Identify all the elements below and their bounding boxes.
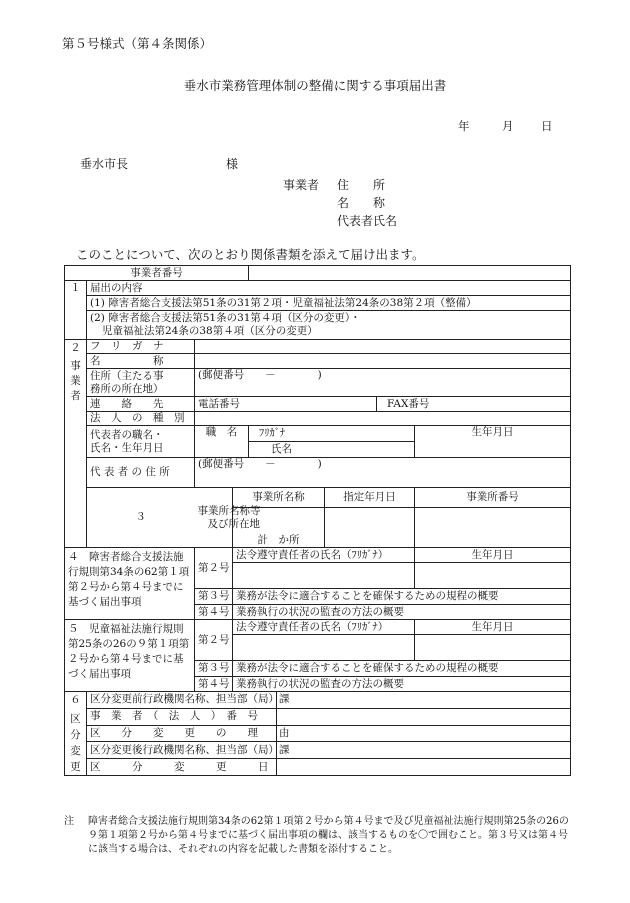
section-5-birthdate-value[interactable] <box>415 635 571 661</box>
representative-label <box>87 426 195 458</box>
section-6-row-1-value[interactable] <box>277 692 571 709</box>
section-3-label-line-1: 事業所名称等 <box>197 504 261 517</box>
document-title: 垂水市業務管理体制の整備に関する事項届出書 <box>183 78 447 93</box>
section-3-label-line-2: 及び所在地 <box>207 517 260 530</box>
section-6-row-3-label: 区 分 変 更 の 理 由 <box>87 725 277 742</box>
section-6-vertical-label: 区分変更 <box>70 713 81 773</box>
representative-address-label: 代 表 者 の 住 所 <box>87 458 195 488</box>
office-total-label: 計 か所 <box>257 534 300 546</box>
business-number-label: 事業者番号 <box>65 266 249 281</box>
section-6-row-4-label: 区分変更後行政機関名称、担当部（局）課 <box>87 742 277 759</box>
address-value[interactable] <box>195 369 571 397</box>
name-value[interactable] <box>195 354 571 369</box>
date-day-label: 日 <box>541 119 553 133</box>
representative-name-label: 氏名 <box>271 443 292 455</box>
section-5-birthdate[interactable]: 生年月日 <box>415 620 571 635</box>
section-6-number: ６ <box>70 694 81 706</box>
section-6-row-5-label: 区 分 変 更 日 <box>87 759 277 776</box>
section-3-number: ３ <box>87 488 195 548</box>
section-4-officer-value[interactable] <box>233 563 415 589</box>
representative-name-cell[interactable] <box>249 442 415 458</box>
section-5-audit-method[interactable]: 業務執行の状況の監査の方法の概要 <box>233 677 571 692</box>
applicant-name-label: 名 称 <box>337 196 386 210</box>
addressee: 垂水市長 <box>80 157 129 171</box>
address-label-line-1: 住所（主たる事 <box>90 369 164 382</box>
section-1-item-2-line-2: 児童福祉法第24条の38第４項（区分の変更） <box>102 325 318 337</box>
section-4-item-2[interactable]: 第２号 <box>195 548 233 589</box>
section-1-item-2[interactable] <box>87 311 571 340</box>
date-year-label: 年 <box>458 119 470 133</box>
section-6-row-2-label: 事 業 者 （ 法 人 ） 番 号 <box>87 708 277 725</box>
form-number: 第５号様式（第４条関係） <box>62 36 213 51</box>
section-5-item-3[interactable]: 第３号 <box>195 661 233 677</box>
section-1-spacer <box>65 296 87 311</box>
office-name-header: 事業所名称 <box>233 488 325 508</box>
date-month-label: 月 <box>502 119 514 133</box>
representative-furigana-cell[interactable] <box>249 426 415 442</box>
office-number-cell[interactable] <box>415 508 571 548</box>
contact-label: 連 絡 先 <box>87 397 195 412</box>
section-4-label: ４ 障害者総合支援法施行規則第34条の62第１項第２号から第４号までに基づく届出事項 <box>65 548 195 620</box>
birthdate-label: 生年月日 <box>471 426 514 438</box>
representative-address-value[interactable] <box>195 458 571 488</box>
footnote <box>64 815 574 857</box>
section-6-row-1-label: 区分変更前行政機関名称、担当部（局）課 <box>87 692 277 709</box>
fax-cell[interactable] <box>377 397 571 412</box>
section-1-item-1[interactable]: (1) 障害者総合支援法第51条の31第２項・児童福祉法第24条の38第２項（整備） <box>87 296 571 311</box>
footnote-label: 注 <box>64 816 74 827</box>
section-3-label <box>195 488 261 548</box>
representative-label-line-1: 代表者の職名・ <box>90 428 164 441</box>
applicant-label: 事業者 <box>283 178 320 192</box>
phone-label: 電話番号 <box>198 397 240 410</box>
section-4-item-3[interactable]: 第３号 <box>195 589 233 605</box>
section-4-rules-summary[interactable]: 業務が法令に適合することを確保するための規程の概要 <box>233 589 571 605</box>
section-6-row-4-value[interactable] <box>277 742 571 759</box>
section-4-compliance-officer[interactable]: 法令遵守責任者の氏名（ﾌﾘｶﾞﾅ） <box>233 548 415 563</box>
section-2-header <box>65 340 87 548</box>
section-4-birthdate-value[interactable] <box>415 563 571 589</box>
section-1-item-2-line-1: (2) 障害者総合支援法第51条の31第４項（区分の変更）・ <box>90 312 361 324</box>
fax-label: FAX番号 <box>387 397 430 410</box>
applicant-address-label: 住 所 <box>337 178 386 192</box>
business-number-boxes[interactable] <box>249 266 571 281</box>
section-2-vertical-label: 事業者 <box>70 360 81 402</box>
furigana-value[interactable] <box>195 340 571 354</box>
phone-cell[interactable] <box>195 397 377 412</box>
section-5-item-2[interactable]: 第２号 <box>195 620 233 661</box>
footnote-text: 障害者総合支援法施行規則第34条の62第１項第２号から第４号まで及び児童福祉法施行規則第25条の26の９第１項第２号から第４号までに基づく届出事項の欄は、該当するものを〇で囲むこと。第３号又は第４号に該当する場合は、それぞれの内容を記載した書類を添付すること。 <box>88 816 569 855</box>
section-4-item-4[interactable]: 第４号 <box>195 605 233 620</box>
section-4-audit-method[interactable]: 業務執行の状況の監査の方法の概要 <box>233 605 571 620</box>
address-label-line-2: 務所の所在地） <box>90 382 164 395</box>
corporation-type-label: 法 人 の 種 別 <box>87 412 195 426</box>
section-5-item-4[interactable]: 第４号 <box>195 677 233 692</box>
birthdate-cell[interactable] <box>415 426 571 458</box>
section-5-label: ５ 児童福祉法施行規則第25条の26の９第１項第２号から第４号までに基づく届出事項 <box>65 620 195 692</box>
section-5-compliance-officer[interactable]: 法令遵守責任者の氏名（ﾌﾘｶﾞﾅ） <box>233 620 415 635</box>
address-label <box>87 369 195 397</box>
section-5-rules-summary[interactable]: 業務が法令に適合することを確保するための規程の概要 <box>233 661 571 677</box>
name-label: 名 称 <box>87 354 195 369</box>
section-2-number: ２ <box>70 342 81 354</box>
section-6-row-3-value[interactable] <box>277 725 571 742</box>
furigana-label: フ リ ガ ナ <box>87 340 195 354</box>
office-number-header: 事業所番号 <box>415 488 571 508</box>
corporation-type-value[interactable] <box>195 412 571 426</box>
section-1-spacer <box>65 311 87 340</box>
applicant-representative-label: 代表者氏名 <box>337 214 398 228</box>
notification-form-table <box>64 265 571 776</box>
position-cell[interactable] <box>195 426 249 458</box>
designation-date-cell[interactable] <box>325 508 415 548</box>
representative-postal-label: (郵便番号 － ) <box>198 458 322 470</box>
section-6-header <box>65 692 87 776</box>
honorific: 様 <box>226 157 239 171</box>
representative-label-line-2: 氏名・生年月日 <box>90 441 164 454</box>
designation-date-header: 指定年月日 <box>325 488 415 508</box>
section-6-row-5-value[interactable] <box>277 759 571 776</box>
section-4-birthdate[interactable]: 生年月日 <box>415 548 571 563</box>
section-1-number: １ <box>65 281 87 296</box>
section-6-row-2-value[interactable] <box>277 708 571 725</box>
section-1-title: 届出の内容 <box>87 281 571 296</box>
lead-sentence: このことについて、次のとおり関係書類を添えて届け出ます。 <box>76 247 425 262</box>
position-label: 職 名 <box>205 426 238 438</box>
representative-furigana-label: ﾌﾘｶﾞﾅ <box>259 427 286 439</box>
section-5-officer-value[interactable] <box>233 635 415 661</box>
postal-code-label: (郵便番号 － ) <box>198 369 322 381</box>
